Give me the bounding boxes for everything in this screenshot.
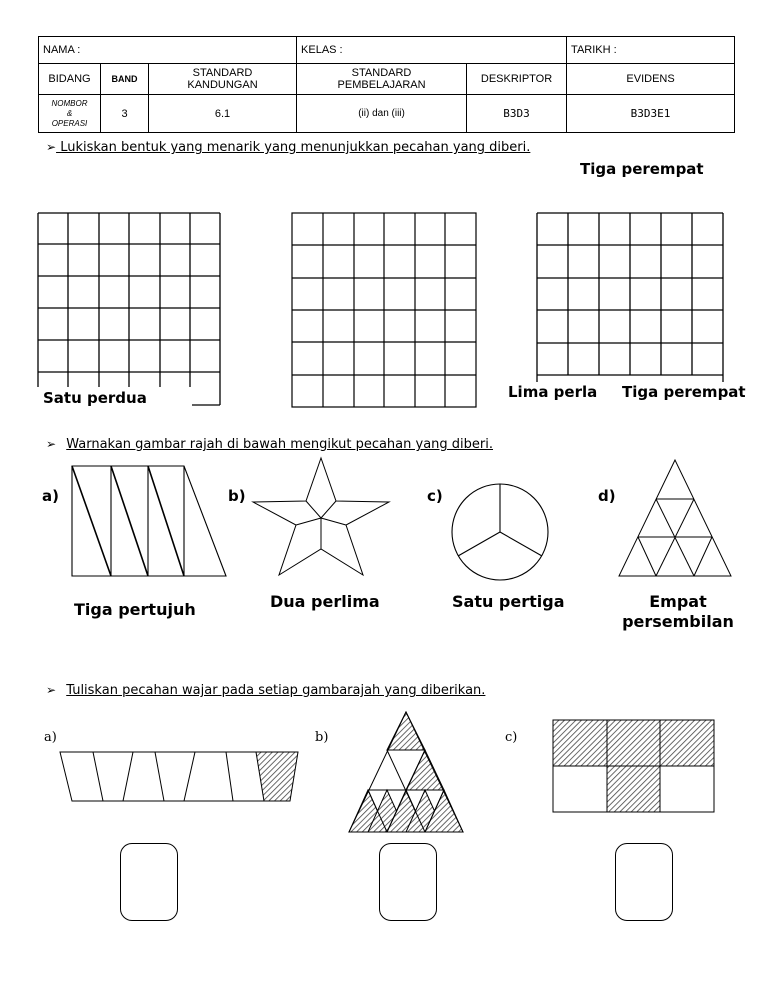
col-band: BAND xyxy=(101,64,149,95)
answer-box-b[interactable] xyxy=(379,843,437,921)
top-fraction-label: Tiga perempat xyxy=(580,160,704,178)
bullet-arrow-icon: ➢ xyxy=(46,437,57,451)
col-evidens: EVIDENS xyxy=(567,64,735,95)
section3-instruction: ➢ Tuliskan pecahan wajar pada setiap gambarajah yang diberikan. xyxy=(46,683,486,698)
item-a-caption: Tiga pertujuh xyxy=(74,600,196,619)
val-deskriptor: B3D3 xyxy=(467,95,567,133)
grid1-label: Satu perdua xyxy=(43,389,147,407)
val-standard-kandungan: 6.1 xyxy=(149,95,297,133)
shape-3a-strip xyxy=(60,752,298,801)
col-deskriptor: DESKRIPTOR xyxy=(467,64,567,95)
grid3-label-a: Lima perla xyxy=(508,382,608,401)
shape-3b-triangle xyxy=(349,712,463,832)
item-d-caption: Empat persembilan xyxy=(622,592,734,631)
grid-2[interactable] xyxy=(292,213,476,407)
bullet-arrow-icon: ➢ xyxy=(46,683,57,697)
item-c-letter: c) xyxy=(427,487,443,505)
section3-letter-b: b) xyxy=(315,730,329,745)
shape-a-parallelogram[interactable] xyxy=(72,466,226,576)
col-standard-pembelajaran: STANDARD PEMBELAJARAN xyxy=(297,64,467,95)
answer-box-c[interactable] xyxy=(615,843,673,921)
section1-instruction: ➢ Lukiskan bentuk yang menarik yang menunjukkan pecahan yang diberi. xyxy=(46,140,531,155)
item-d-letter: d) xyxy=(598,487,616,505)
item-b-caption: Dua perlima xyxy=(270,592,380,611)
shape-d-triangle[interactable] xyxy=(619,460,731,576)
section2-instruction: ➢ Warnakan gambar rajah di bawah mengikut pecahan yang diberi. xyxy=(46,437,493,452)
answer-box-a[interactable] xyxy=(120,843,178,921)
shape-3c-rectangle xyxy=(553,720,714,812)
nama-field[interactable]: NAMA : xyxy=(39,37,297,64)
section3-letter-c: c) xyxy=(505,730,518,745)
shape-b-star[interactable] xyxy=(253,458,389,575)
item-c-caption: Satu pertiga xyxy=(452,592,565,611)
kelas-field[interactable]: KELAS : xyxy=(297,37,567,64)
section3-letter-a: a) xyxy=(44,730,57,745)
tarikh-field[interactable]: TARIKH : xyxy=(567,37,735,64)
item-a-letter: a) xyxy=(42,487,59,505)
bullet-arrow-icon: ➢ xyxy=(46,140,57,154)
shape-c-circle[interactable] xyxy=(452,484,548,580)
grid-1[interactable] xyxy=(38,213,220,405)
val-bidang: NOMBOR & OPERASI xyxy=(39,95,101,133)
col-standard-kandungan: STANDARD KANDUNGAN xyxy=(149,64,297,95)
val-evidens: B3D3E1 xyxy=(567,95,735,133)
grid-3[interactable] xyxy=(537,213,723,385)
item-b-letter: b) xyxy=(228,487,246,505)
val-standard-pembelajaran: (ii) dan (iii) xyxy=(297,95,467,133)
col-bidang: BIDANG xyxy=(39,64,101,95)
grid3-label-b: Tiga perempat xyxy=(622,383,746,401)
val-band: 3 xyxy=(101,95,149,133)
